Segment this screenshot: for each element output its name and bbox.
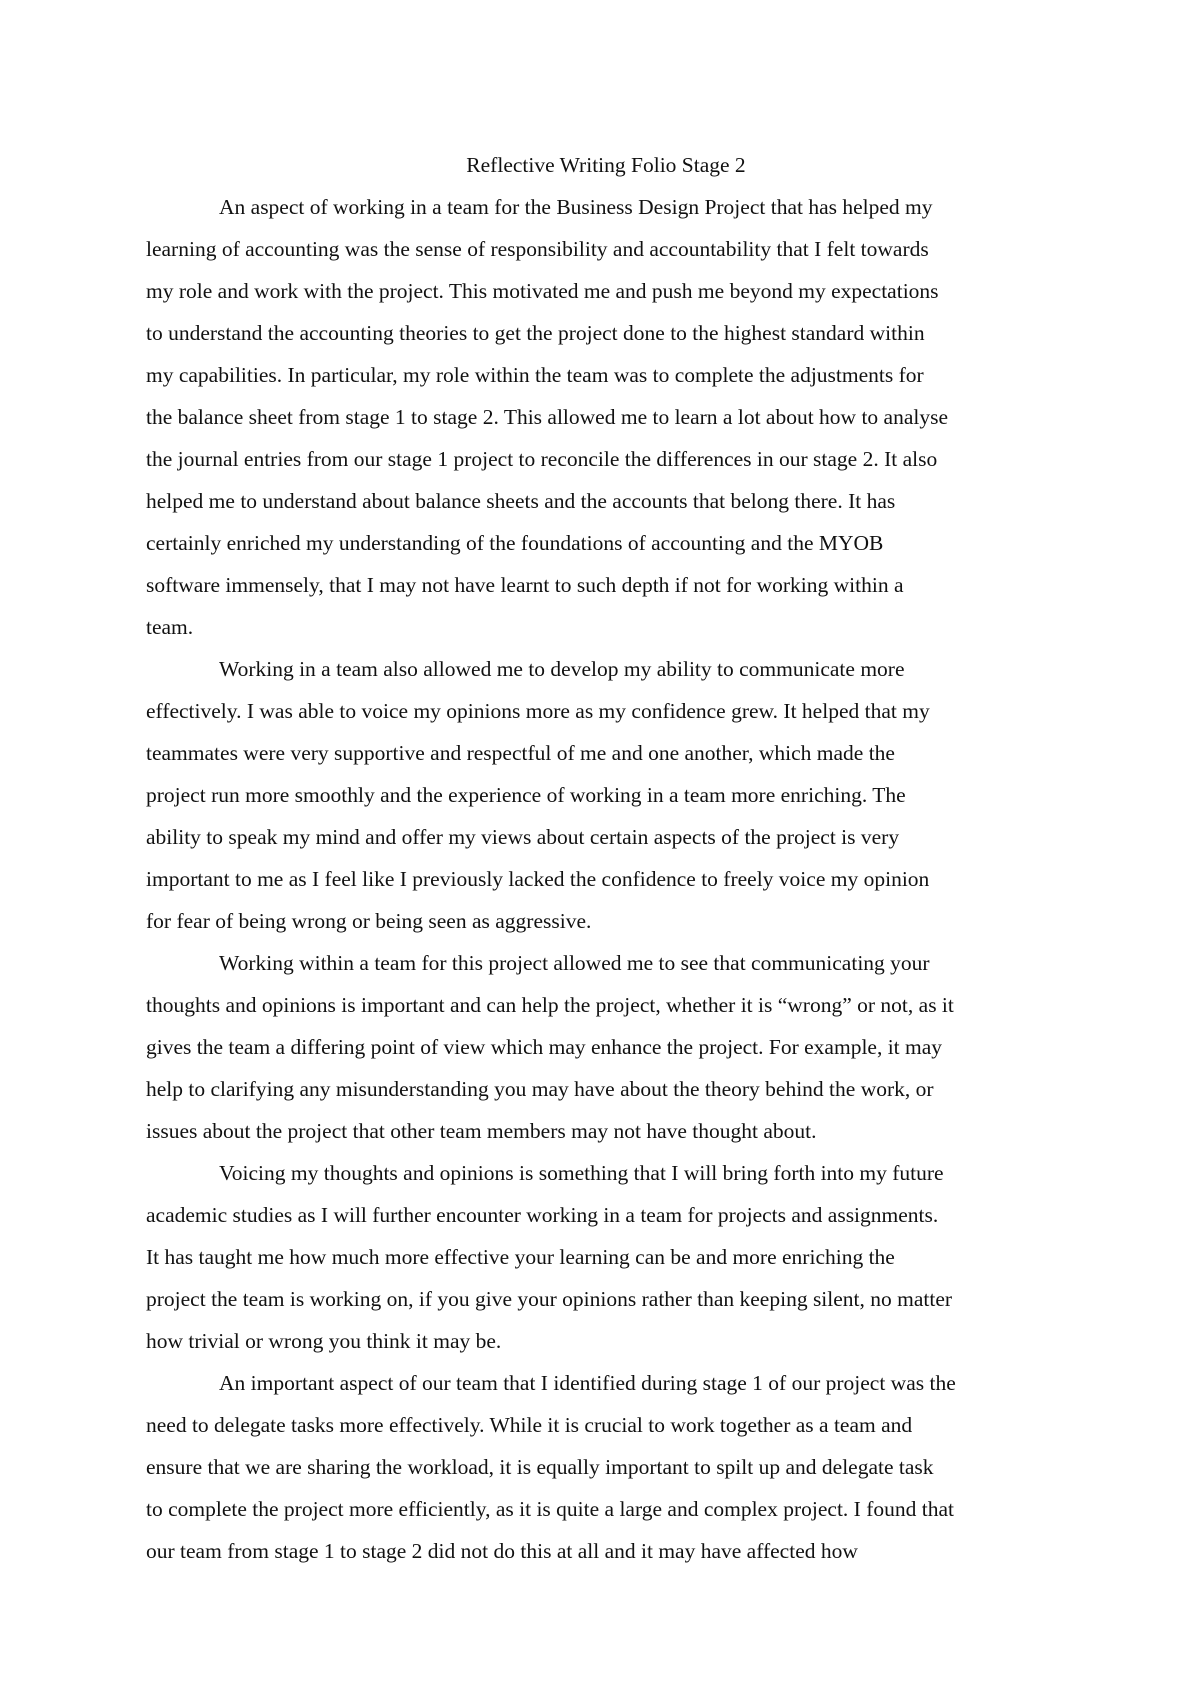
paragraph-line: our team from stage 1 to stage 2 did not do this at all and it may have affected how (146, 1539, 858, 1563)
paragraph-line: project the team is working on, if you give your opinions rather than keeping silent, no matter (146, 1287, 953, 1311)
paragraph-line: An aspect of working in a team for the Business Design Project that has helped my (219, 195, 933, 219)
paragraph-line: how trivial or wrong you think it may be. (146, 1329, 502, 1353)
paragraph-line: It has taught me how much more effective your learning can be and more enriching the (146, 1245, 895, 1269)
paragraph-line: my capabilities. In particular, my role within the team was to complete the adjustments for (146, 363, 924, 387)
paragraph-line: thoughts and opinions is important and can help the project, whether it is “wrong” or not, as it (146, 993, 954, 1017)
paragraph-line: academic studies as I will further encounter working in a team for projects and assignments. (146, 1203, 939, 1227)
paragraph-line: An important aspect of our team that I identified during stage 1 of our project was the (219, 1371, 956, 1395)
paragraph-line: ensure that we are sharing the workload, it is equally important to spilt up and delegate task (146, 1455, 934, 1479)
paragraph-line: Working in a team also allowed me to develop my ability to communicate more (219, 657, 905, 681)
paragraph-line: team. (146, 615, 194, 639)
body-paragraph (146, 942, 1066, 1152)
paragraph-line: Working within a team for this project allowed me to see that communicating your (219, 951, 930, 975)
document-title: Reflective Writing Folio Stage 2 (466, 153, 746, 177)
paragraph-line: helped me to understand about balance sheets and the accounts that belong there. It has (146, 489, 896, 513)
paragraph-line: teammates were very supportive and respectful of me and one another, which made the (146, 741, 895, 765)
paragraph-line: need to delegate tasks more effectively. While it is crucial to work together as a team and (146, 1413, 913, 1437)
paragraph-line: effectively. I was able to voice my opinions more as my confidence grew. It helped that my (146, 699, 930, 723)
paragraph-list (146, 186, 1066, 1572)
paragraph-line: ability to speak my mind and offer my views about certain aspects of the project is very (146, 825, 900, 849)
paragraph-line: to complete the project more efficiently, as it is quite a large and complex project. I found that (146, 1497, 954, 1521)
paragraph-line: my role and work with the project. This motivated me and push me beyond my expectations (146, 279, 939, 303)
paragraph-line: issues about the project that other team members may not have thought about. (146, 1119, 817, 1143)
paragraph-line: for fear of being wrong or being seen as aggressive. (146, 909, 592, 933)
paragraph-line: gives the team a differing point of view which may enhance the project. For example, it may (146, 1035, 943, 1059)
paragraph-line: the balance sheet from stage 1 to stage 2. This allowed me to learn a lot about how to analyse (146, 405, 949, 429)
paragraph-line: the journal entries from our stage 1 project to reconcile the differences in our stage 2. It also (146, 447, 938, 471)
paragraph-line: certainly enriched my understanding of the foundations of accounting and the MYOB (146, 531, 884, 555)
body-paragraph (146, 186, 1066, 648)
paragraph-line: to understand the accounting theories to get the project done to the highest standard within (146, 321, 925, 345)
paragraph-line: learning of accounting was the sense of responsibility and accountability that I felt towards (146, 237, 929, 261)
paragraph-line: software immensely, that I may not have learnt to such depth if not for working within a (146, 573, 904, 597)
paragraph-line: Voicing my thoughts and opinions is something that I will bring forth into my future (219, 1161, 944, 1185)
body-paragraph (146, 648, 1066, 942)
document-body (146, 144, 1066, 1572)
body-paragraph (146, 1362, 1066, 1572)
paragraph-line: project run more smoothly and the experience of working in a team more enriching. The (146, 783, 906, 807)
paragraph-line: help to clarifying any misunderstanding you may have about the theory behind the work, or (146, 1077, 934, 1101)
body-paragraph (146, 1152, 1066, 1362)
paragraph-line: important to me as I feel like I previously lacked the confidence to freely voice my opinion (146, 867, 930, 891)
